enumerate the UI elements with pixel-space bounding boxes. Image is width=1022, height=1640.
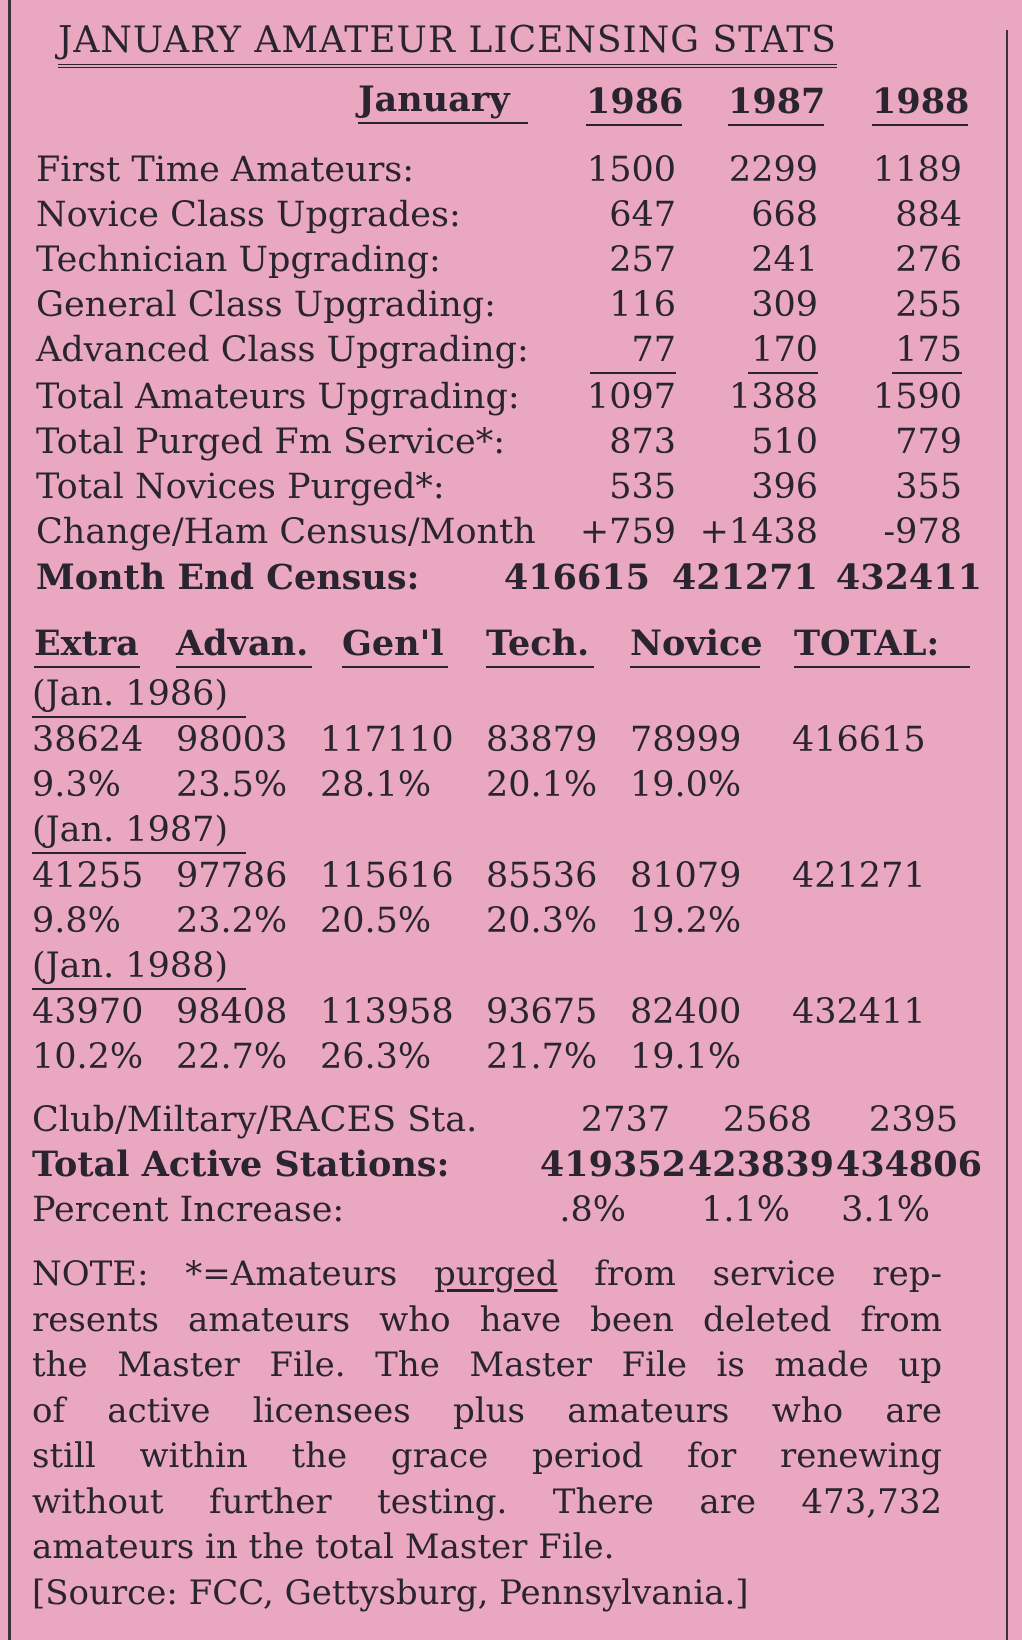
- row-label: Total Novices Purged*:: [36, 467, 445, 507]
- row-value-1986: +759: [579, 512, 676, 552]
- note-prefix: NOTE: *=Amateurs: [32, 1254, 398, 1294]
- note-line1-rest: from service rep-: [594, 1254, 942, 1294]
- row-label: Change/Ham Census/Month: [36, 512, 536, 552]
- station-value-1987: 1.1%: [701, 1190, 790, 1230]
- row-value-1986: 873: [609, 422, 676, 462]
- row-value-1988: -978: [883, 512, 962, 552]
- count-total: 421271: [792, 856, 926, 896]
- percent-extra: 9.3%: [32, 765, 121, 805]
- note-source: [Source: FCC, Gettysburg, Pennsylvania.]: [32, 1572, 749, 1613]
- note-line: of active licensees plus amateurs who are: [32, 1390, 942, 1431]
- count-extra: 41255: [32, 856, 144, 896]
- count-advan: 98003: [176, 720, 288, 760]
- percent-genl: 20.5%: [320, 901, 432, 941]
- row-value-1988: 432411: [835, 557, 982, 598]
- note-line: still within the grace period for renewing: [32, 1436, 942, 1476]
- period-label: (Jan. 1988): [32, 944, 246, 990]
- page-title: JANUARY AMATEUR LICENSING STATS: [58, 18, 837, 68]
- row-value-1987: 309: [751, 285, 818, 325]
- percent-advan: 23.5%: [176, 765, 288, 805]
- station-value-1987: 2568: [722, 1100, 812, 1140]
- count-tech: 85536: [486, 856, 598, 896]
- note-purged-word: purged: [433, 1254, 558, 1294]
- class-header-total: TOTAL:: [794, 622, 970, 668]
- row-value-1986: 416615: [503, 557, 650, 598]
- row-value-1986: 77: [590, 328, 676, 374]
- row-value-1988: 355: [895, 467, 962, 507]
- row-value-1988: 884: [895, 195, 962, 235]
- station-value-1986: 2737: [580, 1100, 670, 1140]
- note-paragraph: [32, 1252, 942, 1616]
- count-novice: 82400: [630, 992, 742, 1032]
- class-header-genl: Gen'l: [342, 622, 448, 668]
- row-value-1988: 276: [895, 240, 962, 280]
- row-label: Novice Class Upgrades:: [36, 195, 461, 235]
- station-label: Total Active Stations:: [32, 1144, 450, 1185]
- header-year-1988: 1988: [872, 80, 968, 126]
- count-genl: 113958: [320, 992, 454, 1032]
- count-total: 416615: [792, 720, 926, 760]
- row-value-1987: 1388: [728, 377, 818, 417]
- row-value-1988: 175: [892, 328, 962, 374]
- percent-extra: 9.8%: [32, 901, 121, 941]
- count-novice: 81079: [630, 856, 742, 896]
- station-value-1988: 2395: [868, 1100, 958, 1140]
- row-value-1986: 1500: [586, 150, 676, 190]
- row-value-1986: 535: [609, 467, 676, 507]
- row-value-1988: 779: [895, 422, 962, 462]
- row-value-1986: 116: [609, 285, 676, 325]
- note-line: the Master File. The Master File is made up: [32, 1345, 942, 1385]
- row-value-1987: 2299: [728, 150, 818, 190]
- count-total: 432411: [792, 992, 926, 1032]
- count-advan: 97786: [176, 856, 288, 896]
- station-value-1988: 3.1%: [841, 1190, 930, 1230]
- note-line: without further testing. There are 473,732: [32, 1481, 942, 1522]
- row-value-1988: 1590: [872, 377, 962, 417]
- row-value-1987: 170: [748, 328, 818, 374]
- row-label: Advanced Class Upgrading:: [36, 330, 529, 370]
- percent-extra: 10.2%: [32, 1037, 144, 1077]
- percent-genl: 26.3%: [320, 1037, 432, 1077]
- station-label: Club/Miltary/RACES Sta.: [32, 1100, 478, 1140]
- percent-tech: 21.7%: [486, 1037, 598, 1077]
- row-label: Month End Census:: [36, 557, 420, 598]
- header-year-1986: 1986: [586, 80, 682, 126]
- right-border-rule: [1006, 30, 1008, 1640]
- class-header-advan: Advan.: [176, 622, 312, 668]
- station-value-1986: 419352: [539, 1144, 686, 1185]
- class-header-novice: Novice: [630, 622, 760, 668]
- percent-tech: 20.3%: [486, 901, 598, 941]
- station-label: Percent Increase:: [32, 1190, 345, 1230]
- row-value-1987: 668: [751, 195, 818, 235]
- row-value-1987: 510: [751, 422, 818, 462]
- count-genl: 117110: [320, 720, 454, 760]
- class-header-extra: Extra: [34, 622, 140, 668]
- station-value-1986: .8%: [559, 1190, 626, 1230]
- row-value-1986: 647: [609, 195, 676, 235]
- count-tech: 93675: [486, 992, 598, 1032]
- header-january: January: [358, 78, 528, 124]
- row-value-1987: 396: [751, 467, 818, 507]
- count-extra: 38624: [32, 720, 144, 760]
- percent-novice: 19.1%: [630, 1037, 742, 1077]
- percent-novice: 19.0%: [630, 765, 742, 805]
- row-label: First Time Amateurs:: [36, 150, 415, 190]
- count-novice: 78999: [630, 720, 742, 760]
- row-value-1987: 421271: [671, 557, 818, 598]
- period-label: (Jan. 1987): [32, 808, 246, 854]
- percent-novice: 19.2%: [630, 901, 742, 941]
- percent-tech: 20.1%: [486, 765, 598, 805]
- row-value-1986: 1097: [586, 377, 676, 417]
- count-tech: 83879: [486, 720, 598, 760]
- left-border-rule: [8, 0, 11, 1640]
- class-header-tech: Tech.: [486, 622, 594, 668]
- note-line-1: [32, 1252, 942, 1298]
- station-value-1988: 434806: [835, 1144, 982, 1185]
- percent-advan: 23.2%: [176, 901, 288, 941]
- row-value-1988: 1189: [872, 150, 962, 190]
- row-label: Total Amateurs Upgrading:: [36, 377, 520, 417]
- note-line: resents amateurs who have been deleted from: [32, 1299, 942, 1340]
- percent-genl: 28.1%: [320, 765, 432, 805]
- row-value-1987: 241: [751, 240, 818, 280]
- station-value-1987: 423839: [687, 1144, 834, 1185]
- count-extra: 43970: [32, 992, 144, 1032]
- row-value-1987: +1438: [699, 512, 818, 552]
- row-label: General Class Upgrading:: [36, 285, 496, 325]
- row-value-1988: 255: [895, 285, 962, 325]
- count-genl: 115616: [320, 856, 454, 896]
- row-value-1986: 257: [609, 240, 676, 280]
- header-year-1987: 1987: [728, 80, 824, 126]
- percent-advan: 22.7%: [176, 1037, 288, 1077]
- note-line: amateurs in the total Master File.: [32, 1527, 615, 1567]
- row-label: Total Purged Fm Service*:: [36, 422, 506, 462]
- count-advan: 98408: [176, 992, 288, 1032]
- row-label: Technician Upgrading:: [36, 240, 441, 280]
- period-label: (Jan. 1986): [32, 672, 246, 718]
